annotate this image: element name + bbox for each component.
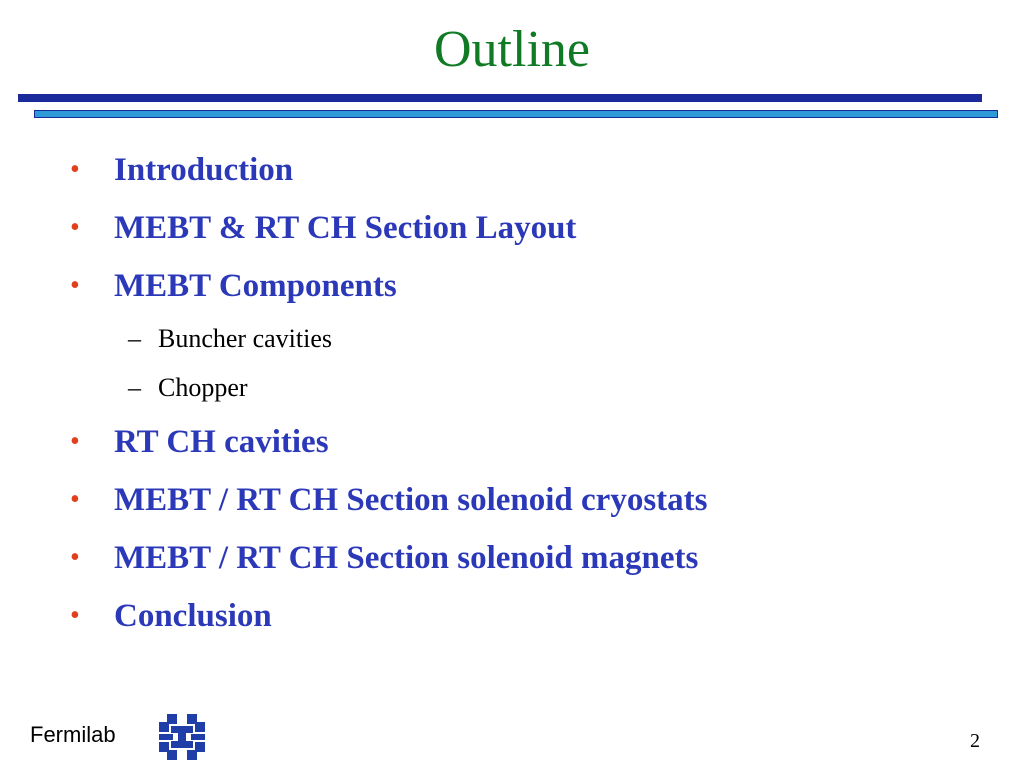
outline-item [70, 203, 990, 261]
outline-item [70, 261, 990, 319]
title-rule-light [34, 110, 998, 118]
footer-brand: Fermilab [30, 722, 116, 747]
outline-item [70, 533, 990, 591]
dash-icon: – [128, 373, 141, 402]
outline-subitem [70, 319, 990, 368]
outline-subitem-label: Buncher cavities [158, 324, 332, 353]
outline-list [70, 145, 990, 649]
bullet-icon: • [70, 212, 80, 243]
dash-icon: – [128, 324, 141, 353]
outline-item-label: Introduction [114, 152, 294, 188]
outline-item-label: MEBT & RT CH Section Layout [114, 210, 577, 246]
fermilab-logo-icon [157, 712, 207, 762]
bullet-icon: • [70, 154, 80, 185]
slide-title: Outline [434, 21, 590, 78]
outline-item-label: Conclusion [114, 598, 272, 634]
bullet-icon: • [70, 542, 80, 573]
outline-subitem-label: Chopper [158, 373, 248, 402]
title-rule-dark [18, 94, 982, 102]
outline-item [70, 417, 990, 475]
outline-subitem [70, 368, 990, 417]
outline-item-label: MEBT Components [114, 268, 397, 304]
bullet-icon: • [70, 426, 80, 457]
outline-item [70, 591, 990, 649]
bullet-icon: • [70, 270, 80, 301]
outline-item-label: RT CH cavities [114, 424, 329, 460]
bullet-icon: • [70, 600, 80, 631]
outline-item-label: MEBT / RT CH Section solenoid magnets [114, 540, 699, 576]
bullet-icon: • [70, 484, 80, 515]
outline-item-label: MEBT / RT CH Section solenoid cryostats [114, 482, 708, 518]
page-number: 2 [970, 730, 980, 752]
outline-item [70, 475, 990, 533]
outline-item [70, 145, 990, 203]
